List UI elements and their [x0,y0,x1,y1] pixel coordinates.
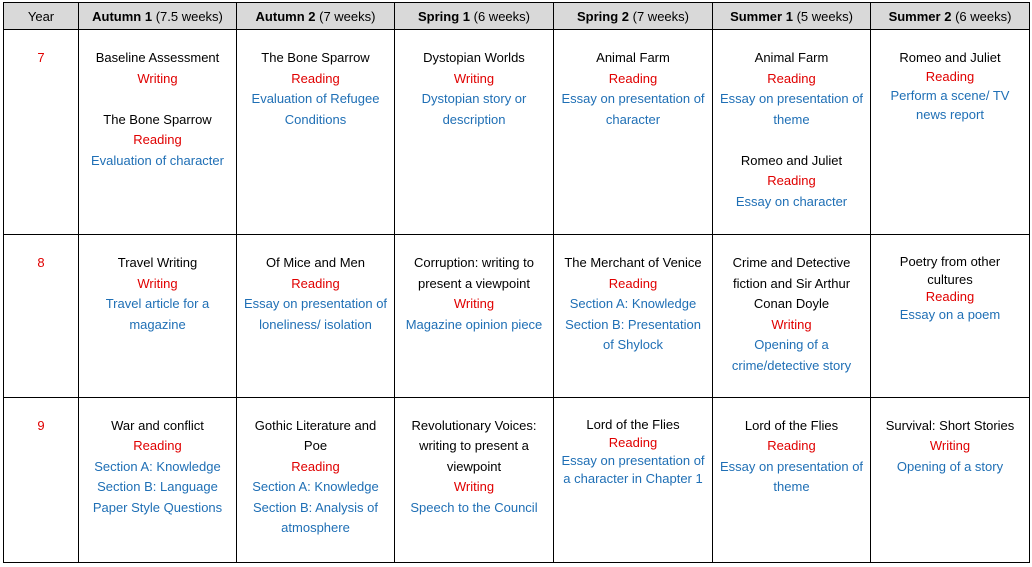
unit-type: Reading [608,70,658,86]
unit-task: Essay on character [735,193,848,209]
term-header-spring-1 [395,3,554,30]
unit-title: Poetry from other cultures [899,254,1001,287]
unit-cell [79,397,237,562]
unit-title: The Bone Sparrow [103,111,212,127]
unit-title: Animal Farm [754,50,829,65]
unit-cell [554,235,713,398]
unit-type: Reading [291,458,340,474]
curriculum-table [3,2,1030,563]
unit-type: Writing [137,275,178,291]
unit-type: Writing [137,70,178,86]
term-name: Spring 1 [418,8,471,24]
unit-cell [713,397,871,562]
year-cell: 7 [4,30,79,235]
unit-task: Opening of a crime/detective story [731,337,852,373]
year-header: Year [4,3,79,30]
unit-cell [237,235,395,398]
year-cell: 9 [4,397,79,562]
term-duration: (7.5 weeks) [155,8,223,24]
term-name: Summer 2 [888,8,952,24]
unit-task: Essay on presentation of theme [719,458,864,495]
unit-type: Reading [767,438,816,454]
unit-title: Gothic Literature and Poe [254,417,377,454]
unit-task: Essay on presentation of a character in Chapter 1 [561,452,705,486]
unit-type: Reading [767,173,816,188]
unit-task: Travel article for a magazine [105,296,210,332]
year-row-9 [4,397,1030,562]
unit-title: Survival: Short Stories [885,417,1015,433]
term-duration: (7 weeks) [632,8,689,24]
unit-title: Crime and Detective fiction and Sir Arthur Conan Doyle [732,255,851,311]
term-header-autumn-1 [79,3,237,30]
unit-title: Corruption: writing to present a viewpoint [414,255,534,291]
unit-cell [395,397,554,562]
term-name: Summer 1 [730,8,793,24]
unit-cell [713,30,871,235]
unit-type: Reading [608,434,658,450]
unit-title: Of Mice and Men [266,255,365,270]
unit-task: Speech to the Council [410,499,538,515]
unit-task: Essay on presentation of loneliness/ isolation [243,296,388,332]
unit-task: Section A: Knowledge Section B: Language Paper Style Questions [92,458,223,515]
unit-type: Reading [133,438,182,454]
unit-cell [237,30,395,235]
unit-type: Reading [767,70,816,86]
unit-type: Writing [929,438,971,454]
unit-task: Essay on presentation of theme [719,91,864,127]
unit-cell [871,397,1030,562]
unit-title: Lord of the Flies [586,416,680,432]
unit-task: Evaluation of Refugee Conditions [251,91,380,127]
unit-cell [79,235,237,398]
unit-task: Opening of a story [896,458,1004,474]
unit-title: Dystopian Worlds [423,50,525,65]
unit-type: Writing [453,479,495,495]
term-duration: (7 weeks) [319,8,376,24]
unit-type: Reading [608,275,658,291]
unit-cell [237,397,395,562]
header-row [4,3,1030,30]
term-header-spring-2 [554,3,713,30]
unit-cell [871,30,1030,235]
unit-task: Evaluation of character [91,152,224,168]
unit-cell [554,397,713,562]
term-duration: (5 weeks) [796,8,853,24]
unit-task: Essay on a poem [899,306,1001,322]
term-header-autumn-2 [237,3,395,30]
term-name: Spring 2 [577,8,630,24]
term-duration: (6 weeks) [473,8,530,24]
unit-task: Dystopian story or description [421,91,527,127]
unit-title: Travel Writing [117,255,198,270]
unit-cell [554,30,713,235]
unit-task: Magazine opinion piece [405,316,543,332]
term-duration: (6 weeks) [955,8,1012,24]
unit-title: War and conflict [111,417,204,433]
unit-task: Essay on presentation of character [561,91,705,127]
unit-type: Writing [771,316,812,332]
unit-title: Baseline Assessment [95,50,220,65]
unit-type: Writing [453,296,495,311]
term-name: Autumn 2 [255,8,316,24]
unit-title: Revolutionary Voices: writing to present a viewpoint [411,417,537,474]
unit-type: Reading [925,69,975,84]
unit-type: Reading [133,132,182,147]
term-name: Autumn 1 [92,8,153,24]
unit-cell [713,235,871,398]
year-cell: 8 [4,235,79,398]
unit-cell [871,235,1030,398]
unit-task: Perform a scene/ TV news report [890,88,1010,122]
unit-title: Romeo and Juliet [740,152,843,168]
unit-title: The Merchant of Venice [564,255,702,270]
term-header-summer-2 [871,3,1030,30]
unit-type: Writing [453,70,495,86]
year-row-8 [4,235,1030,398]
unit-task: Section A: Knowledge Section B: Analysis of atmosphere [252,479,379,536]
unit-type: Reading [925,289,975,304]
unit-title: Romeo and Juliet [899,50,1001,65]
unit-cell [395,30,554,235]
unit-cell [79,30,237,235]
unit-task: Section A: Knowledge Section B: Presentation of Shylock [565,296,701,352]
unit-title: The Bone Sparrow [261,50,370,65]
unit-cell [395,235,554,398]
unit-type: Reading [291,70,340,86]
unit-title: Lord of the Flies [744,417,839,433]
year-row-7 [4,30,1030,235]
unit-type: Reading [291,275,340,291]
term-header-summer-1 [713,3,871,30]
unit-title: Animal Farm [596,50,670,65]
